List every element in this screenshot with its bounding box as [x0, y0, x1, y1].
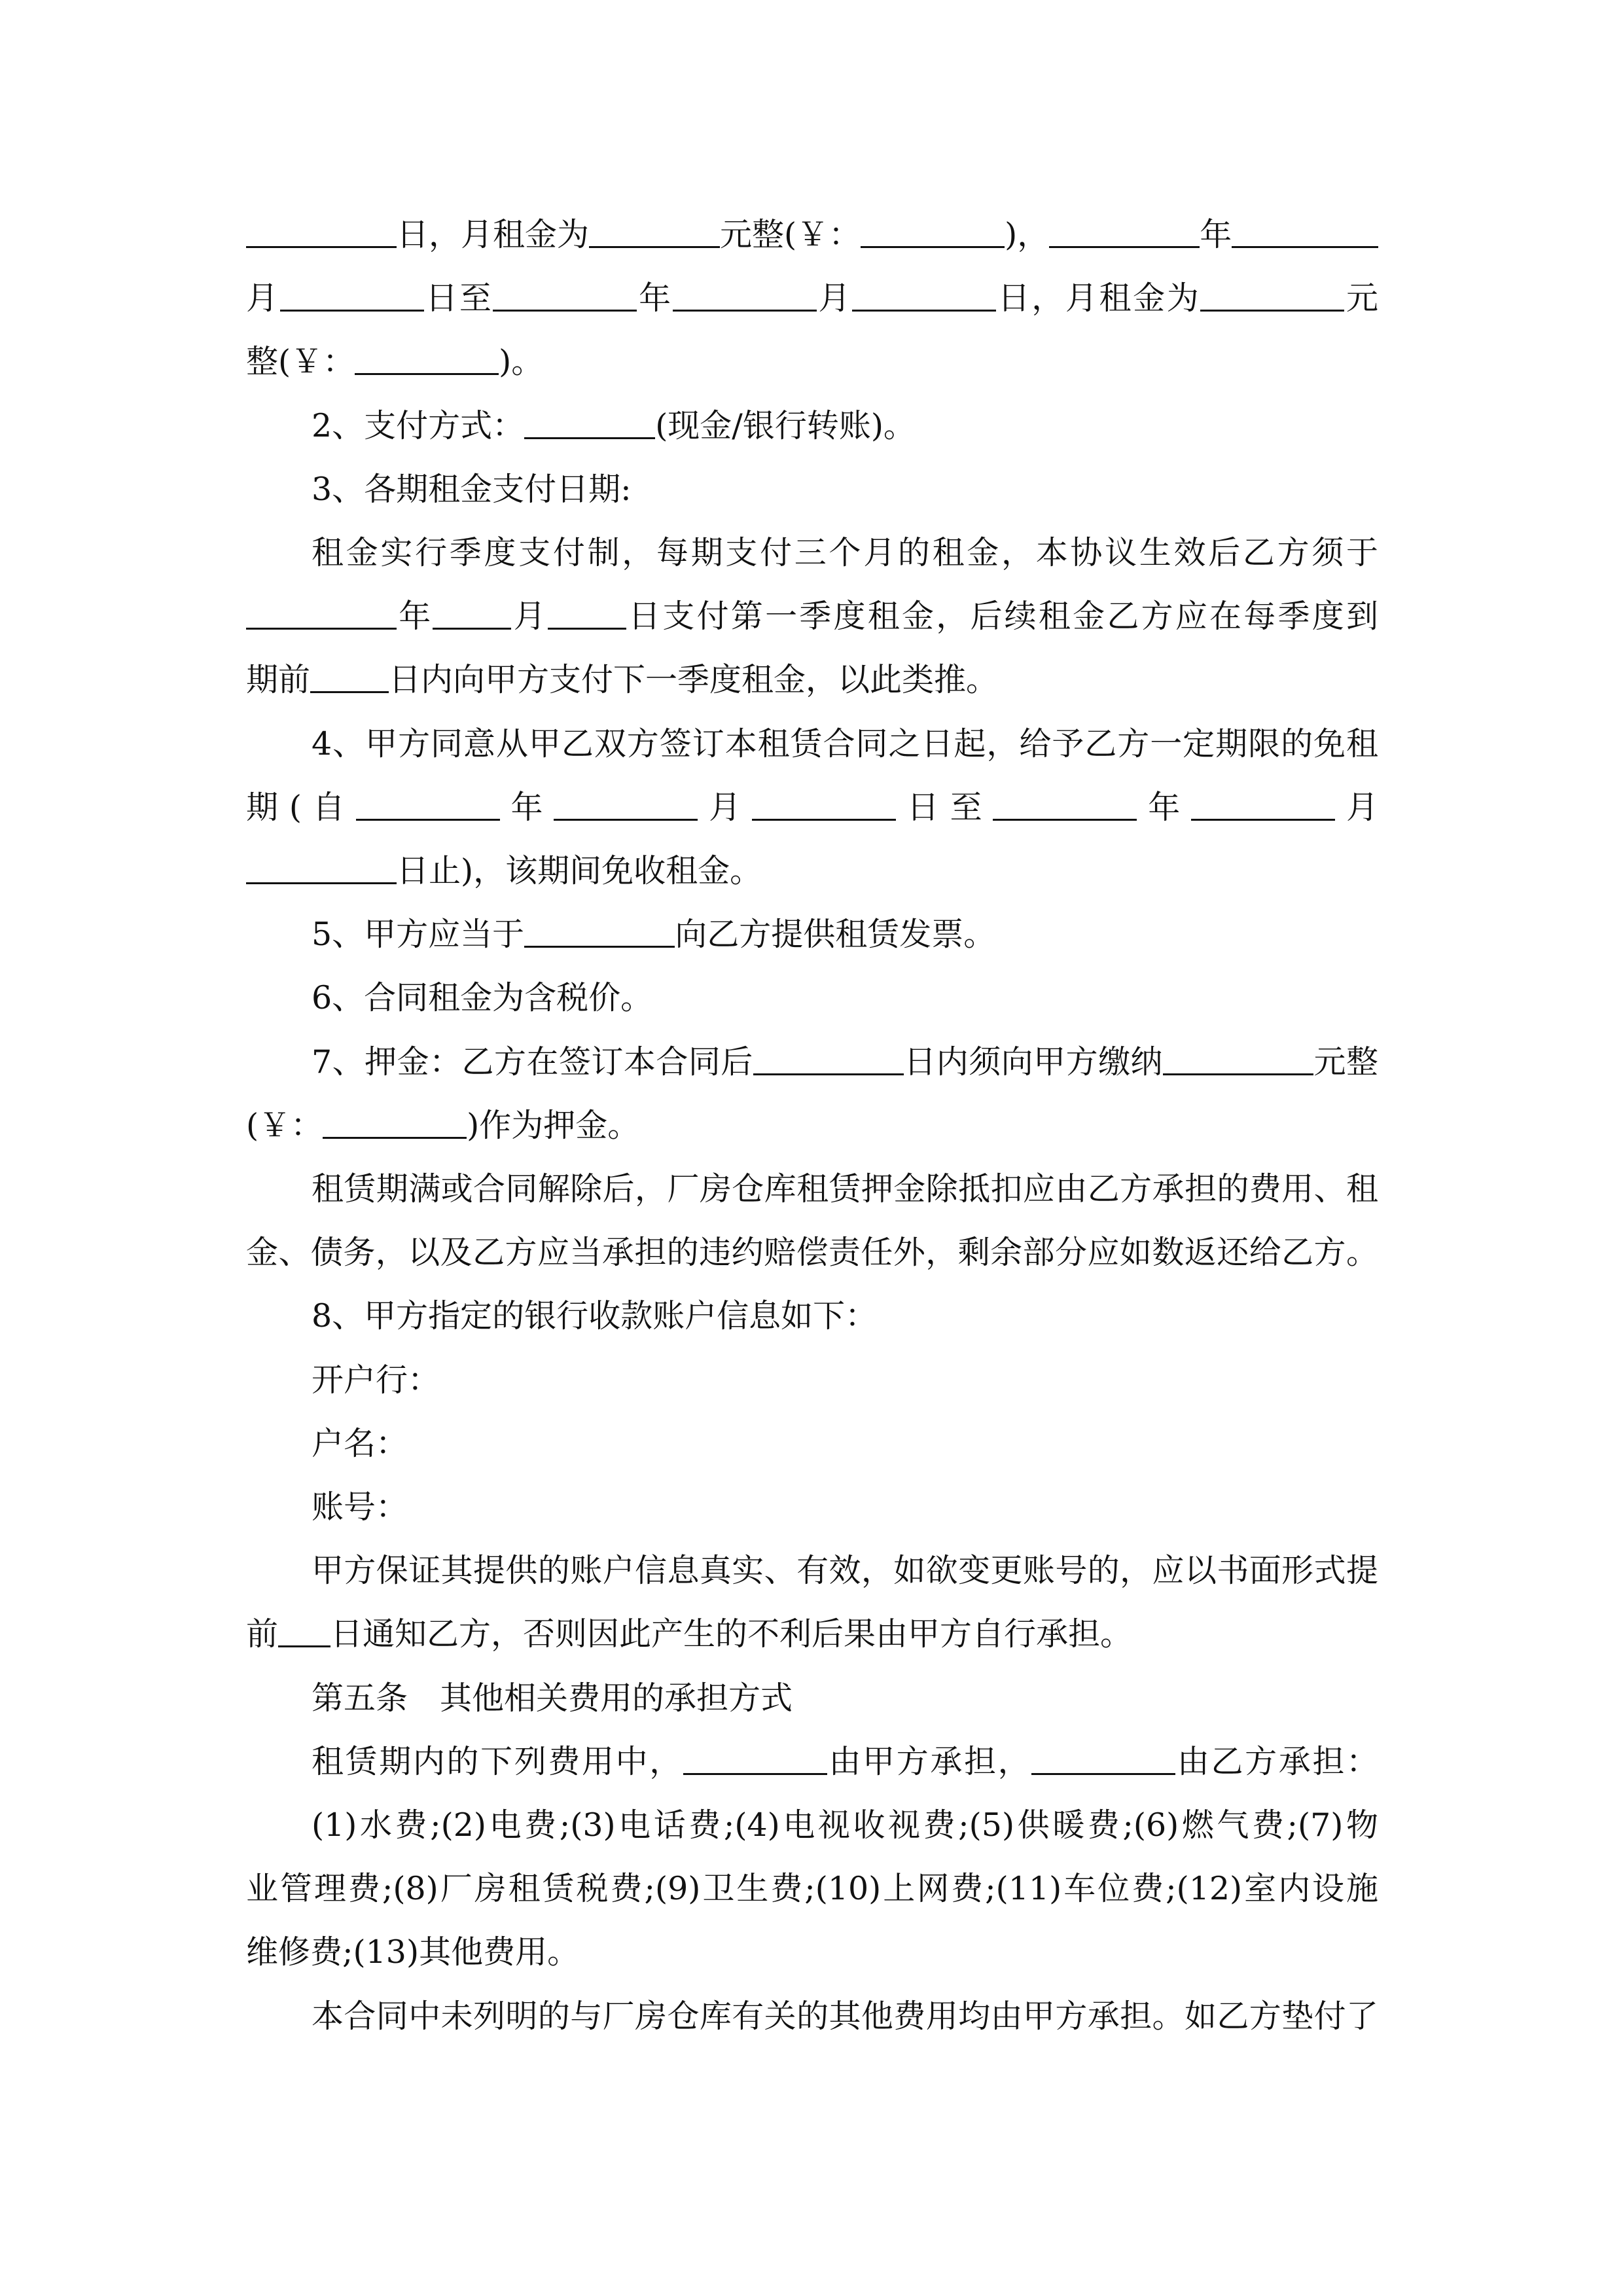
text-line-22: 甲方保证其提供的账户信息真实、有效，如欲变更账号的，应以书面形式提: [312, 1552, 1378, 1590]
text-line-11: 日止)，该期间免收租金。: [246, 839, 1378, 903]
blank-field[interactable]: [310, 661, 389, 694]
blank-field[interactable]: [1200, 279, 1344, 312]
text-line-10: 期(自 年 月 日至 年 月: [246, 788, 1378, 826]
blank-field[interactable]: [852, 279, 996, 312]
text-line-15: (￥： )作为押金。: [246, 1106, 640, 1144]
section-heading: 第五条 其他相关费用的承担方式: [312, 1679, 793, 1717]
blank-field[interactable]: [589, 215, 720, 248]
text-line-7: 年 月 日支付第一季度租金，后续租金乙方应在每季度到: [246, 584, 1378, 648]
blank-field[interactable]: [433, 598, 511, 630]
blank-field[interactable]: [993, 788, 1137, 821]
text-line-27: 业管理费;(8)厂房租赁税费;(9)卫生费;(10)上网费;(11)车位费;(12)室内设施: [246, 1870, 1378, 1908]
text-line-29: 本合同中未列明的与厂房仓库有关的其他费用均由甲方承担。如乙方垫付了: [312, 1997, 1378, 2035]
blank-field[interactable]: [246, 852, 397, 884]
text-line-3: 整(￥： )。: [246, 343, 544, 381]
blank-field[interactable]: [683, 1742, 827, 1775]
text-line-12: 5、甲方应当于 向乙方提供租赁发票。: [312, 916, 996, 954]
text-line-5: 3、各期租金支付日期:: [312, 470, 632, 508]
text-line-18: 8、甲方指定的银行收款账户信息如下：: [312, 1297, 878, 1335]
text-line-1: 日，月租金为 元整(￥： )， 年: [246, 203, 1378, 266]
text-line-25: 租赁期内的下列费用中， 由甲方承担， 由乙方承担：: [312, 1742, 1378, 1780]
text-line-28: 维修费;(13)其他费用。: [246, 1933, 580, 1971]
text-line-9: 4、甲方同意从甲乙双方签订本租赁合同之日起，给予乙方一定期限的免租: [312, 725, 1378, 762]
text-line-8: 期前 日内向甲方支付下一季度租金，以此类推。: [246, 661, 999, 699]
blank-field[interactable]: [752, 788, 896, 821]
blank-field[interactable]: [1191, 788, 1335, 821]
blank-field[interactable]: [1031, 1742, 1175, 1775]
blank-field[interactable]: [753, 1043, 904, 1075]
blank-field[interactable]: [1232, 215, 1378, 248]
blank-field[interactable]: [278, 1615, 330, 1648]
blank-field[interactable]: [1163, 1043, 1313, 1075]
text-line-16: 租赁期满或合同解除后，厂房仓库租赁押金除抵扣应由乙方承担的费用、租: [312, 1170, 1378, 1208]
blank-field[interactable]: [355, 343, 499, 376]
blank-field[interactable]: [493, 279, 637, 312]
account-number-label: 账号：: [312, 1488, 408, 1526]
blank-field[interactable]: [246, 598, 397, 630]
blank-field[interactable]: [246, 215, 397, 248]
contract-page: [246, 203, 1378, 2048]
account-name-label: 户名：: [312, 1424, 408, 1462]
blank-field[interactable]: [280, 279, 424, 312]
text-line-2: 月 日至 年 月 日，月租金为 元: [246, 279, 1378, 317]
blank-field[interactable]: [548, 598, 626, 630]
blank-field[interactable]: [554, 788, 698, 821]
text-line-4: 2、支付方式： (现金/银行转账)。: [312, 406, 916, 444]
text-line-23: 前 日通知乙方，否则因此产生的不利后果由甲方自行承担。: [246, 1615, 1133, 1653]
text-line-6: 租金实行季度支付制，每期支付三个月的租金，本协议生效后乙方须于: [312, 534, 1378, 572]
blank-field[interactable]: [524, 916, 675, 948]
blank-field[interactable]: [673, 279, 817, 312]
text-line-14: 7、押金：乙方在签订本合同后 日内须向甲方缴纳 元整: [312, 1043, 1378, 1081]
text-line-17: 金、债务，以及乙方应当承担的违约赔偿责任外，剩余部分应如数返还给乙方。: [246, 1234, 1378, 1272]
text-line-26: (1)水费;(2)电费;(3)电话费;(4)电视收视费;(5)供暖费;(6)燃气费;(7)物: [312, 1806, 1378, 1844]
text-line-13: 6、合同租金为含税价。: [312, 979, 653, 1017]
blank-field[interactable]: [524, 406, 655, 439]
blank-field[interactable]: [861, 215, 1005, 248]
blank-field[interactable]: [323, 1106, 467, 1139]
blank-field[interactable]: [356, 788, 500, 821]
blank-field[interactable]: [1049, 215, 1200, 248]
bank-name-label: 开户行：: [312, 1361, 440, 1399]
